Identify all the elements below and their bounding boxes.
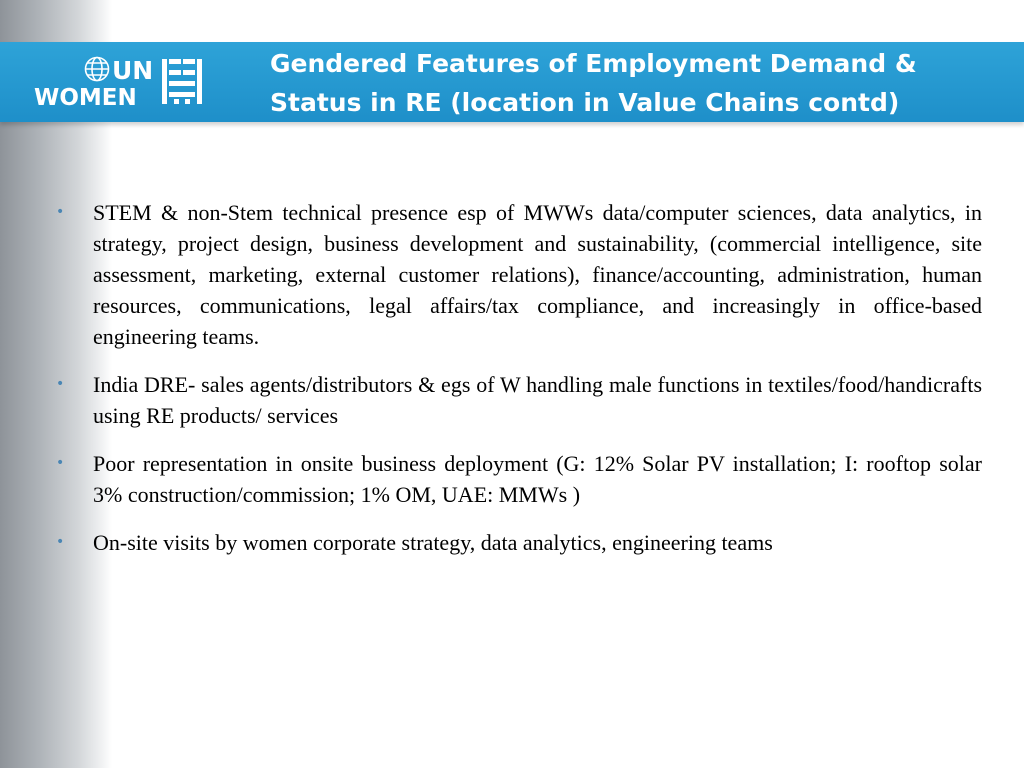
bullet-marker: • <box>56 534 65 550</box>
bullet-marker: • <box>56 204 65 220</box>
globe-icon <box>86 58 109 81</box>
bullet-item <box>56 448 982 510</box>
bullet-item <box>56 197 982 352</box>
bullet-item <box>56 527 982 558</box>
logo-bottom-text: WOMEN <box>34 85 137 108</box>
slide-title-line-2: Status in RE (location in Value Chains contd) <box>270 88 900 117</box>
slide-title <box>270 42 970 122</box>
bullet-list <box>56 197 982 575</box>
equality-symbol-icon <box>162 59 202 104</box>
un-women-logo <box>34 54 206 108</box>
bullet-text: On-site visits by women corporate strategy, data analytics, engineering teams <box>93 530 773 555</box>
un-women-logo-mark <box>34 54 206 108</box>
slide-title-line-1: Gendered Features of Employment Demand & <box>270 49 917 78</box>
bullet-text: India DRE- sales agents/distributors & egs of W handling male functions in textiles/food/handicrafts using RE products/ services <box>93 372 982 428</box>
bullet-text: Poor representation in onsite business deployment (G: 12% Solar PV installation; I: rooftop solar 3% construction/commission; 1% OM, UAE: MMWs ) <box>93 451 982 507</box>
bullet-item <box>56 369 982 431</box>
logo-top-text: UN <box>112 56 154 85</box>
bullet-marker: • <box>56 455 65 471</box>
bullet-marker: • <box>56 376 65 392</box>
bullet-text: STEM & non-Stem technical presence esp of MWWs data/computer sciences, data analytics, in strategy, project design, business development and sustainability, (commercial intelligence, site assessment, marketing, external customer relations), finance/accounting, administration, human resources, communications, legal affairs/tax compliance, and increasingly in office-based engineering teams. <box>93 200 982 349</box>
